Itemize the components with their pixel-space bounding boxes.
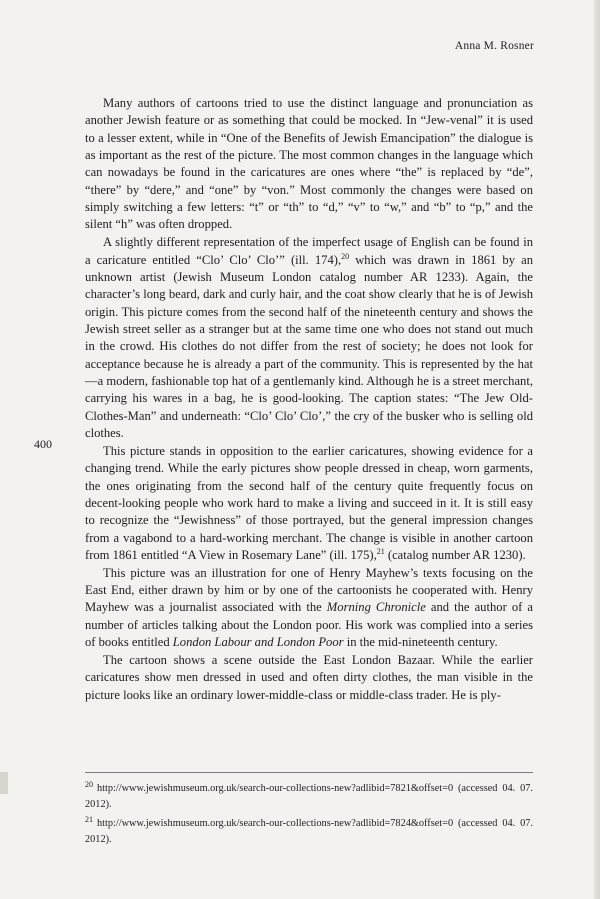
footnote-ref-21[interactable]: 21	[376, 546, 385, 556]
paragraph	[85, 565, 533, 652]
paragraph-text: and the author of a number of articles talking about the London poor. His work was complied into a series of books entitled	[85, 600, 533, 650]
footnote-21	[85, 816, 533, 847]
paragraph-text: in the mid-nineteenth century.	[343, 635, 498, 650]
body-text	[85, 95, 533, 704]
paragraph-text: A slightly different representation of the imperfect usage of English can be found in a caricature entitled “Clo’ Clo’ Clo’” (ill. 174),	[85, 235, 533, 267]
page-number: 400	[34, 437, 52, 451]
gutter-mark	[0, 772, 8, 794]
paragraph-text: (catalog number AR 1230).	[384, 547, 526, 562]
newspaper-title: Morning Chronicle	[326, 600, 426, 615]
running-head: Anna M. Rosner	[454, 40, 534, 52]
paragraph	[85, 443, 533, 564]
footnote-link[interactable]: http://www.jewishmuseum.org.uk/search-our-collections-new?adlibid=7824&offset=0 (accessed 04. 07. 2012).	[85, 818, 533, 845]
footnote-divider	[85, 772, 533, 773]
footnote-link[interactable]: http://www.jewishmuseum.org.uk/search-our-collections-new?adlibid=7821&offset=0 (accessed 04. 07. 2012).	[85, 783, 533, 810]
footnote-number: 21	[85, 814, 93, 824]
page-edge	[594, 0, 600, 899]
paragraph-text: which was drawn in 1861 by an unknown artist (Jewish Museum London catalog number AR 1233). Again, the character’s long beard, dark and curly hair, and the coat show clearly that he is of Jewish origin. This picture comes from the second half of the nineteenth century and shows the Jewish street seller as a stranger but at the same time one who does not stand out much in the crowd. His clothes do not differ from the rest of society; he does not look for acceptance because he is already a part of the community. This is represented by the hat—a modern, fashionable top hat of a gentlemanly kind. Although he is a street merchant, carrying his wares in a bag, he is good-looking. The caption states: “The Jew Old-Clothes-Man” and underneath: “Clo’ Clo’ Clo’,” the cry of the busker who is selling old clothes.	[85, 252, 533, 441]
book-title: London Labour and London Poor	[172, 635, 344, 650]
paragraph-text: This picture stands in opposition to the earlier caricatures, showing evidence for a changing trend. While the early pictures show people dressed in cheap, worn garments, the ones originating from the second half of the century quite frequently focus on decent-looking people who work hard to make a living and succeed in it. It is still easy to recognize the “Jewishness” of those portrayed, but the general impression changes from a vagabond to a hard-working merchant. The change is visible in another cartoon from 1861 entitled “A View in Rosemary Lane” (ill. 175),	[85, 443, 533, 562]
paragraph-text: This picture was an illustration for one of Henry Mayhew’s texts focusing on the East End, either drawn by him or by one of the cartoonists he cooperated with. Henry Mayhew was a journalist associated with the	[85, 565, 533, 615]
paragraph-text: Many authors of cartoons tried to use the distinct language and pronunciation as another Jewish feature or as something that could be mocked. In “Jew-venal” it is used to a lesser extent, while in “One of the Benefits of Jewish Emancipation” the dialogue is as important as the rest of the picture. The most common changes in the language which can nowadays be found in the caricatures are ones where “the” is replaced by “de”, “there” by “dere,” and “one” by “von.” Most commonly the changes were based on simply switching a few letters: “t” or “th” to “d,” “v” to “w,” and “b” to “p,” and the silent “h” was often dropped.	[85, 96, 533, 232]
paragraph	[85, 95, 533, 234]
footnote-ref-20[interactable]: 20	[341, 251, 350, 261]
paragraph	[85, 652, 533, 704]
footnote-number: 20	[85, 779, 93, 789]
paragraph-text: The cartoon shows a scene outside the East London Bazaar. While the earlier caricatures show men dressed in used and often dirty clothes, the man visible in the picture looks like an ordinary lower-middle-class or middle-class trader. He is ply-	[85, 653, 533, 702]
paragraph	[85, 234, 533, 442]
footnotes	[85, 781, 533, 851]
footnote-20	[85, 781, 533, 812]
